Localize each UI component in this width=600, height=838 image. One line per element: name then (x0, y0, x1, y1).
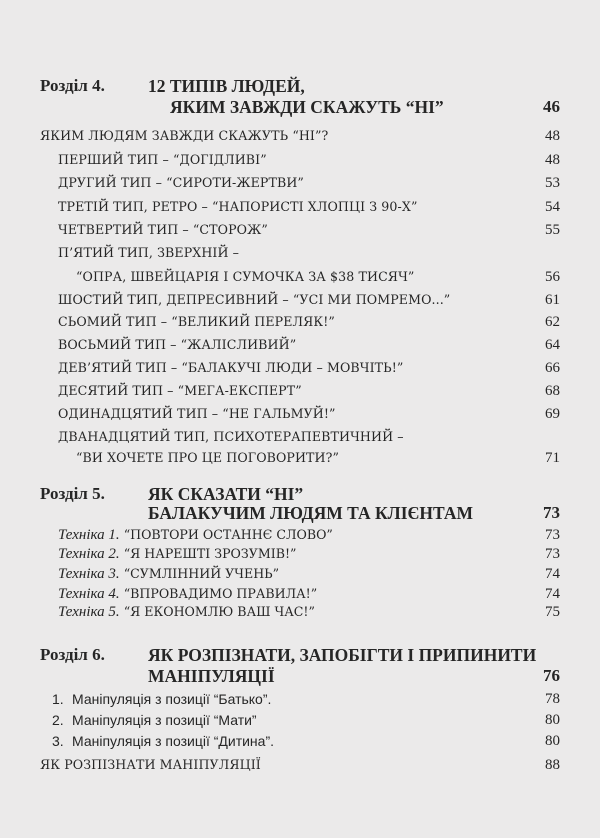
entry-text: СЬОМИЙ ТИП – “ВЕЛИКИЙ ПЕРЕЛЯК!” (58, 314, 335, 329)
toc-entry-continued[interactable] (0, 450, 600, 472)
toc-entry[interactable] (0, 712, 600, 734)
chapter-4-heading (0, 76, 600, 98)
page-number: 53 (545, 175, 560, 191)
toc-entry[interactable] (0, 546, 600, 568)
chapter-title: 12 ТИПІВ ЛЮДЕЙ, (148, 76, 305, 96)
technique-label: Техніка 3. (58, 566, 120, 582)
page-number: 74 (545, 586, 560, 602)
entry-number: 2. (52, 712, 64, 728)
toc-entry[interactable] (0, 566, 600, 588)
technique-label: Техніка 5. (58, 604, 120, 620)
toc-entry[interactable] (0, 604, 600, 626)
page-number: 46 (543, 97, 560, 116)
page-number: 48 (545, 152, 560, 168)
entry-text: Маніпуляція з позиції “Батько”. (72, 691, 272, 707)
toc-entry[interactable] (0, 733, 600, 755)
toc-entry[interactable] (0, 128, 600, 150)
entry-text: Маніпуляція з позиції “Мати” (72, 712, 257, 728)
toc-entry[interactable] (0, 245, 600, 267)
toc-entry[interactable] (0, 383, 600, 405)
entry-text: Маніпуляція з позиції “Дитина”. (72, 733, 275, 749)
page-number: 55 (545, 222, 560, 238)
entry-text: П’ЯТИЙ ТИП, ЗВЕРХНІЙ – (58, 245, 240, 260)
page-number: 73 (545, 546, 560, 562)
chapter-label: Розділ 4. (40, 76, 105, 95)
entry-number: 3. (52, 733, 64, 749)
page-number: 78 (545, 691, 560, 707)
toc-entry[interactable] (0, 314, 600, 336)
toc-entry[interactable] (0, 222, 600, 244)
page-number: 71 (545, 450, 560, 466)
entry-text: ДЕВ’ЯТИЙ ТИП – “БАЛАКУЧІ ЛЮДИ – МОВЧІТЬ!” (58, 360, 404, 375)
entry-text: ЧЕТВЕРТИЙ ТИП – “СТОРОЖ” (58, 222, 268, 237)
page-number: 74 (545, 566, 560, 582)
toc-entry[interactable] (0, 757, 600, 779)
page-number: 61 (545, 292, 560, 308)
chapter-6-heading (0, 645, 600, 667)
entry-text: ЯК РОЗПІЗНАТИ МАНІПУЛЯЦІЇ (40, 757, 261, 772)
entry-text: ОДИНАДЦЯТИЙ ТИП – “НЕ ГАЛЬМУЙ!” (58, 406, 336, 421)
chapter-4-heading-line2 (0, 97, 600, 119)
toc-entry[interactable] (0, 175, 600, 197)
page-number: 80 (545, 733, 560, 749)
entry-text: ДРУГИЙ ТИП – “СИРОТИ-ЖЕРТВИ” (58, 175, 304, 190)
technique-label: Техніка 2. (58, 546, 120, 562)
chapter-title: ЯК РОЗПІЗНАТИ, ЗАПОБІГТИ І ПРИПИНИТИ (148, 645, 537, 665)
entry-number: 1. (52, 691, 64, 707)
entry-text: ДВАНАДЦЯТИЙ ТИП, ПСИХОТЕРАПЕВТИЧНИЙ – (58, 429, 404, 444)
toc-entry[interactable] (0, 199, 600, 221)
entry-text: ДЕСЯТИЙ ТИП – “МЕГА-ЕКСПЕРТ” (58, 383, 302, 398)
page-number: 56 (545, 269, 560, 285)
page-number: 54 (545, 199, 560, 215)
page-number: 64 (545, 337, 560, 353)
page-number: 76 (543, 666, 560, 685)
chapter-title: БАЛАКУЧИМ ЛЮДЯМ ТА КЛІЄНТАМ (148, 503, 473, 523)
toc-entry[interactable] (0, 337, 600, 359)
entry-text: “Я НАРЕШТІ ЗРОЗУМІВ!” (123, 546, 297, 561)
entry-text: “ВИ ХОЧЕТЕ ПРО ЦЕ ПОГОВОРИТИ?” (76, 450, 340, 465)
toc-entry[interactable] (0, 152, 600, 174)
page-number: 68 (545, 383, 560, 399)
toc-entry[interactable] (0, 429, 600, 451)
page-number: 48 (545, 128, 560, 144)
entry-text: “ОПРА, ШВЕЙЦАРІЯ І СУМОЧКА ЗА $38 ТИСЯЧ” (76, 269, 415, 284)
toc-entry[interactable] (0, 360, 600, 382)
entry-text: “ПОВТОРИ ОСТАННЄ СЛОВО” (123, 527, 333, 542)
page-number: 73 (545, 527, 560, 543)
page-number: 75 (545, 604, 560, 620)
technique-label: Техніка 1. (58, 527, 120, 543)
chapter-title: ЯК СКАЗАТИ “НІ” (148, 484, 304, 504)
page-number: 80 (545, 712, 560, 728)
toc-entry[interactable] (0, 292, 600, 314)
chapter-5-heading-line2 (0, 503, 600, 525)
entry-text: ВОСЬМИЙ ТИП – “ЖАЛІСЛИВИЙ” (58, 337, 297, 352)
toc-entry[interactable] (0, 691, 600, 713)
entry-text: ПЕРШИЙ ТИП – “ДОГІДЛИВІ” (58, 152, 267, 167)
entry-text: “СУМЛІННИЙ УЧЕНЬ” (123, 566, 280, 581)
entry-text: “ВПРОВАДИМО ПРАВИЛА!” (123, 586, 318, 601)
entry-text: “Я ЕКОНОМЛЮ ВАШ ЧАС!” (123, 604, 315, 619)
toc-entry[interactable] (0, 406, 600, 428)
chapter-6-heading-line2 (0, 666, 600, 688)
chapter-title: ЯКИМ ЗАВЖДИ СКАЖУТЬ “НІ” (170, 97, 444, 117)
entry-text: ТРЕТІЙ ТИП, РЕТРО – “НАПОРИСТІ ХЛОПЦІ З 90-Х” (58, 199, 418, 214)
entry-text: ЯКИМ ЛЮДЯМ ЗАВЖДИ СКАЖУТЬ “НІ”? (40, 128, 329, 143)
technique-label: Техніка 4. (58, 586, 120, 602)
page-number: 73 (543, 503, 560, 522)
page-number: 62 (545, 314, 560, 330)
page-number: 88 (545, 757, 560, 773)
page-number: 66 (545, 360, 560, 376)
entry-text: ШОСТИЙ ТИП, ДЕПРЕСИВНИЙ – “УСІ МИ ПОМРЕМО...” (58, 292, 451, 307)
chapter-title: МАНІПУЛЯЦІЇ (148, 666, 275, 686)
toc-entry-continued[interactable] (0, 269, 600, 291)
chapter-label: Розділ 5. (40, 484, 105, 503)
chapter-label: Розділ 6. (40, 645, 105, 664)
page-number: 69 (545, 406, 560, 422)
